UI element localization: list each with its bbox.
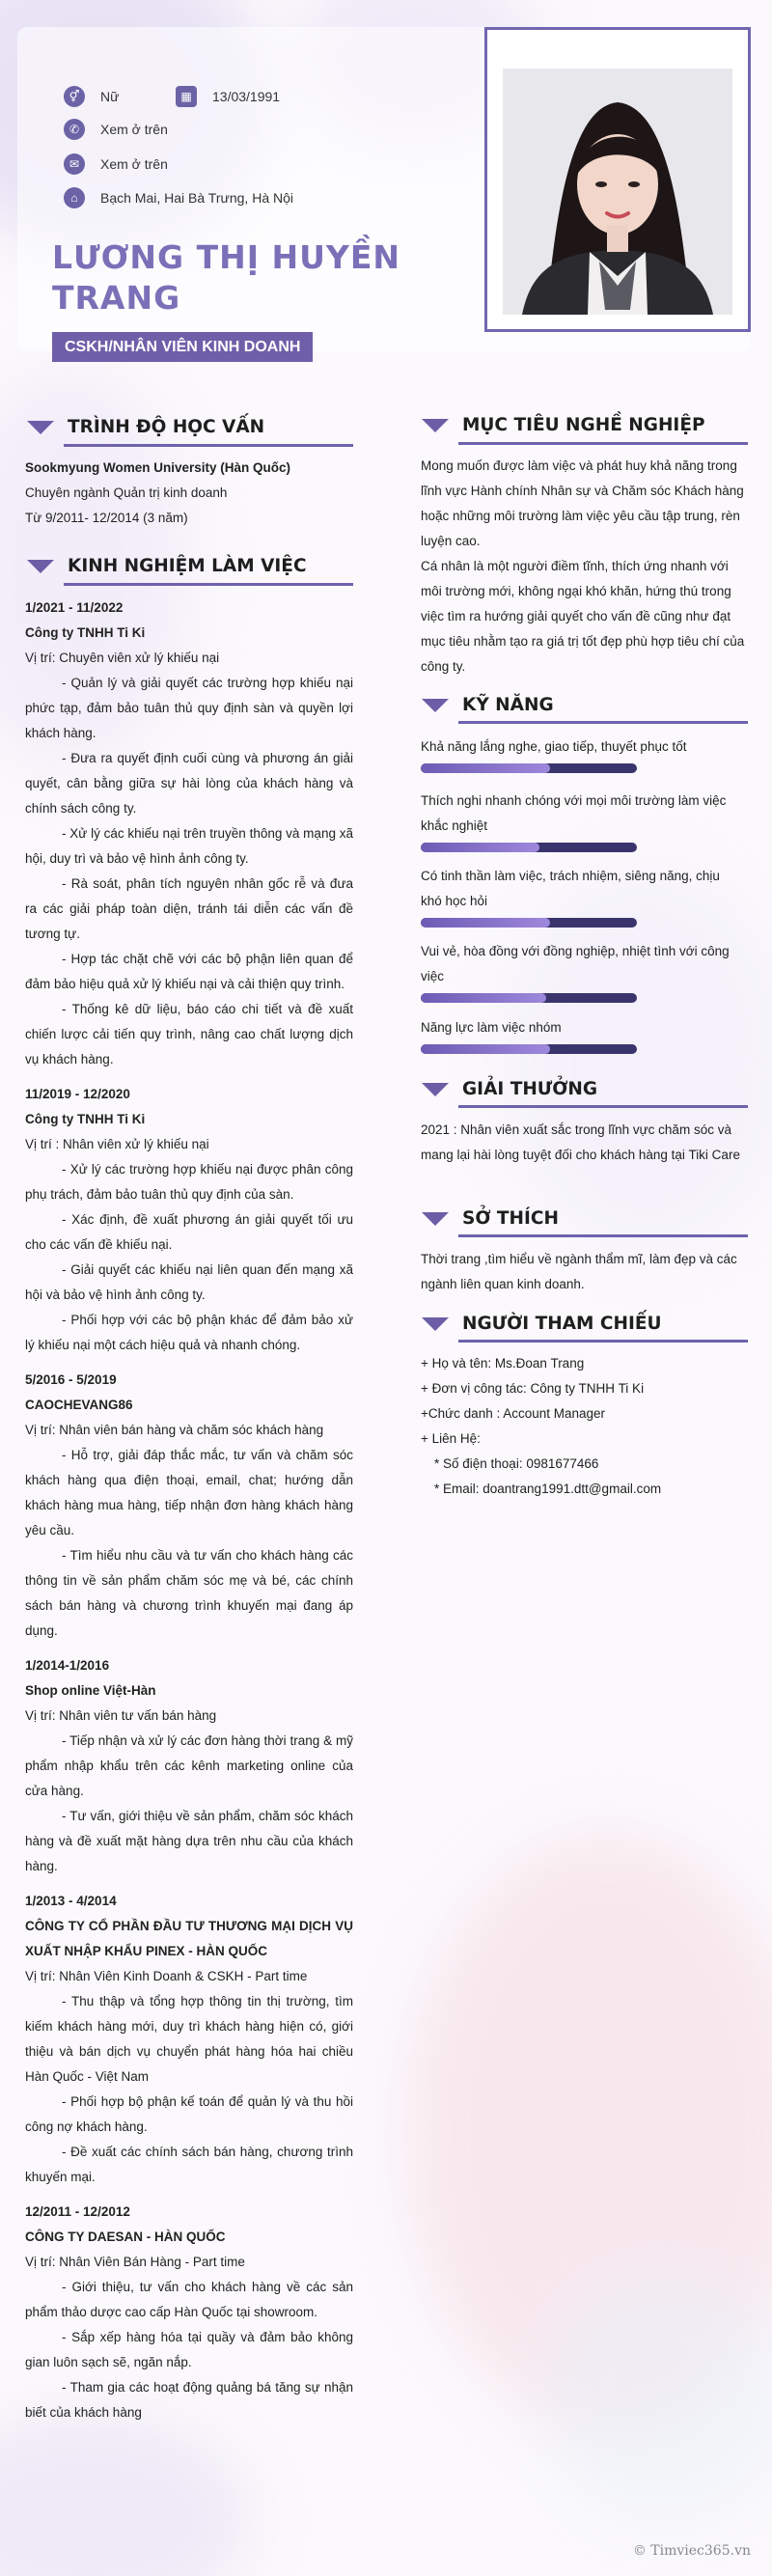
skill-level-fill: [421, 843, 539, 852]
job-duty: - Thu thập và tổng hợp thông tin thị trường, tìm kiếm khách hàng mới, duy trì khách hàng hiện có, giới thiệu và bán dịch vụ chuyển phát hàng hóa hai chiều Hàn Quốc - Việt Nam: [25, 1994, 353, 2084]
job-duty: - Đề xuất các chính sách bán hàng, chương trình khuyến mại.: [25, 2145, 353, 2184]
job-duty: - Hợp tác chặt chẽ với các bộ phận liên quan để đảm bảo hiệu quả xử lý khiếu nại và cải thiện quy trình.: [25, 952, 353, 991]
education-period: Từ 9/2011- 12/2014 (3 năm): [25, 511, 188, 525]
phone-icon: ✆: [64, 119, 85, 140]
job-entry: [25, 596, 353, 1072]
job-duty: - Xác định, đề xuất phương án giải quyết tối ưu cho các vấn đề khiếu nại.: [25, 1212, 353, 1252]
phone-text: Xem ở trên: [100, 122, 168, 137]
job-title-badge: CSKH/NHÂN VIÊN KINH DOANH: [52, 332, 313, 362]
skill-label: Vui vẻ, hòa đồng với đồng nghiệp, nhiệt tình với công việc: [421, 944, 730, 983]
gender-text: Nữ: [100, 89, 120, 104]
candidate-name: LƯƠNG THỊ HUYỀN TRANG: [52, 238, 400, 317]
awards-underline: [458, 1105, 748, 1108]
skill-label: Thích nghi nhanh chóng với mọi môi trường làm việc khắc nghiệt: [421, 793, 727, 833]
section-triangle-icon: [422, 1083, 449, 1096]
skill-level-fill: [421, 993, 546, 1003]
job-period: 1/2013 - 4/2014: [25, 1894, 117, 1908]
job-position: Vị trí : Nhân viên xử lý khiếu nại: [25, 1137, 209, 1151]
education-major: Chuyên ngành Quản trị kinh doanh: [25, 485, 228, 500]
skill-label: Có tinh thần làm việc, trách nhiệm, siêng năng, chịu khó học hỏi: [421, 869, 720, 908]
job-position: Vị trí: Nhân viên tư vấn bán hàng: [25, 1708, 217, 1723]
skills-underline: [458, 721, 748, 724]
job-company: CAOCHEVANG86: [25, 1398, 133, 1412]
reference-company: + Đơn vị công tác: Công ty TNHH Ti Ki: [421, 1381, 645, 1396]
gender-row: [64, 86, 119, 107]
awards-heading: GIẢI THƯỞNG: [422, 1079, 597, 1099]
job-duty: - Rà soát, phân tích nguyên nhân gốc rễ và đưa ra các giải pháp toàn diện, tránh tái diễn các vấn đề tương tự.: [25, 876, 353, 941]
job-entry: [25, 1082, 353, 1358]
phone-row: [64, 119, 168, 140]
section-triangle-icon: [27, 421, 54, 434]
email-text: Xem ở trên: [100, 156, 168, 172]
skills-heading: KỸ NĂNG: [422, 695, 554, 715]
job-duty: - Đưa ra quyết định cuối cùng và phương án giải quyết, cân bằng giữa sự hài lòng của khách hàng và chính sách công ty.: [25, 751, 353, 816]
job-duty: - Sắp xếp hàng hóa tại quầy và đảm bảo không gian luôn sạch sẽ, ngăn nắp.: [25, 2330, 353, 2369]
objective-heading: MỤC TIÊU NGHỀ NGHIỆP: [422, 415, 705, 435]
section-triangle-icon: [422, 419, 449, 432]
job-position: Vị trí: Chuyên viên xử lý khiếu nại: [25, 651, 220, 665]
hobbies-text: Thời trang ,tìm hiểu về ngành thẩm mĩ, làm đẹp và các ngành liên quan kinh doanh.: [421, 1252, 737, 1291]
job-period: 12/2011 - 12/2012: [25, 2204, 130, 2219]
job-company: Công ty TNHH Ti Ki: [25, 625, 146, 640]
awards-text: 2021 : Nhân viên xuất sắc trong lĩnh vực chăm sóc và mang lại hài lòng tuyệt đối cho khách hàng tại Tiki Care: [421, 1122, 740, 1162]
job-duty: - Phối hợp bộ phận kế toán để quản lý và thu hồi công nợ khách hàng.: [25, 2094, 353, 2134]
job-duty: - Tham gia các hoạt động quảng bá tăng sự nhận biết của khách hàng: [25, 2380, 353, 2420]
job-company: CÔNG TY DAESAN - HÀN QUỐC: [25, 2230, 226, 2244]
experience-heading: KINH NGHIỆM LÀM VIỆC: [27, 556, 307, 576]
job-duty: - Xử lý các khiếu nại trên truyền thông và mạng xã hội, duy trì và bảo vệ hình ảnh công ty.: [25, 826, 353, 866]
education-underline: [64, 444, 353, 447]
references-heading: NGƯỜI THAM CHIẾU: [422, 1314, 661, 1334]
email-icon: ✉: [64, 153, 85, 175]
skill-level-fill: [421, 918, 550, 928]
birthdate-row: [176, 86, 280, 107]
photo-frame: [484, 27, 751, 332]
skill-level-bar: [421, 843, 637, 852]
skill-level-bar: [421, 918, 637, 928]
skill-level-bar: [421, 993, 637, 1003]
footer-credit: © Timviec365.vn: [632, 2543, 751, 2559]
job-entry: [25, 1889, 353, 2190]
job-duty: - Hỗ trợ, giải đáp thắc mắc, tư vấn và chăm sóc khách hàng qua điện thoại, email, chat; hướng dẫn khách hàng mua hàng, tiếp nhận đơn hàng khách hàng yêu cầu.: [25, 1448, 353, 1537]
skill-level-bar: [421, 763, 637, 773]
gender-icon: ⚥: [64, 86, 85, 107]
objective-paragraph: Mong muốn được làm việc và phát huy khả năng trong lĩnh vực Hành chính Nhân sự và Chăm sóc Khách hàng hoặc những môi trường làm việc yêu cầu tập trung, rèn luyện cao.: [421, 458, 744, 548]
experience-list: [25, 596, 353, 2435]
job-duty: - Giải quyết các khiếu nại liên quan đến mạng xã hội và bảo vệ hình ảnh công ty.: [25, 1262, 353, 1302]
job-entry: [25, 2200, 353, 2425]
job-company: Công ty TNHH Ti Ki: [25, 1112, 146, 1126]
reference-title: +Chức danh : Account Manager: [421, 1406, 606, 1421]
home-icon: ⌂: [64, 187, 85, 208]
job-duty: - Phối hợp với các bộ phận khác để đảm bảo xử lý khiếu nại một cách hiệu quả và nhanh chóng.: [25, 1313, 353, 1352]
skill-label: Năng lực làm việc nhóm: [421, 1020, 562, 1035]
job-duty: - Quản lý và giải quyết các trường hợp khiếu nại phức tạp, đảm bảo tuân thủ quy định sàn và quyền lợi khách hàng.: [25, 676, 353, 740]
objective-paragraph: Cá nhân là một người điềm tĩnh, thích ứng nhanh với môi trường mới, không ngại khó khăn, hứng thú trong việc tìm ra hướng giải quyết cho vấn đề cũng như đạt mục tiêu nhằm tạo ra giá trị tốt đẹp phù hợp tiêu chí của công ty.: [421, 559, 745, 674]
birthdate-text: 13/03/1991: [212, 89, 281, 104]
job-period: 5/2016 - 5/2019: [25, 1372, 117, 1387]
skill-label: Khả năng lắng nghe, giao tiếp, thuyết phục tốt: [421, 739, 687, 754]
education-block: [25, 456, 353, 531]
address-row: [64, 187, 293, 208]
job-duty: - Tiếp nhận và xử lý các đơn hàng thời trang & mỹ phẩm nhập khẩu trên các kênh marketing online của cửa hàng.: [25, 1733, 353, 1798]
job-position: Vị trí: Nhân viên bán hàng và chăm sóc khách hàng: [25, 1423, 324, 1437]
references-underline: [458, 1340, 748, 1343]
job-period: 11/2019 - 12/2020: [25, 1087, 130, 1101]
job-duty: - Thống kê dữ liệu, báo cáo chi tiết và đề xuất chiến lược cải tiến quy trình, nâng cao chất lượng dịch vụ khách hàng.: [25, 1002, 353, 1066]
skill-level-bar: [421, 1044, 637, 1054]
hobbies-heading: SỞ THÍCH: [422, 1208, 559, 1229]
objective-block: [421, 454, 749, 679]
experience-underline: [64, 583, 353, 586]
job-duty: - Giới thiệu, tư vấn cho khách hàng về các sản phẩm thảo dược cao cấp Hàn Quốc tại showroom.: [25, 2280, 353, 2319]
education-school: Sookmyung Women University (Hàn Quốc): [25, 460, 291, 475]
job-company: CÔNG TY CỔ PHẦN ĐẦU TƯ THƯƠNG MẠI DỊCH VỤ XUẤT NHẬP KHẨU PINEX - HÀN QUỐC: [25, 1919, 353, 1958]
reference-name: + Họ và tên: Ms.Đoan Trang: [421, 1356, 585, 1371]
section-triangle-icon: [422, 1317, 449, 1331]
calendar-icon: ▦: [176, 86, 197, 107]
section-triangle-icon: [422, 1212, 449, 1226]
section-triangle-icon: [27, 560, 54, 573]
job-entry: [25, 1368, 353, 1644]
job-company: Shop online Việt-Hàn: [25, 1683, 156, 1698]
references-block: [421, 1351, 749, 1502]
email-row: [64, 153, 168, 175]
job-duty: - Tư vấn, giới thiệu về sản phẩm, chăm sóc khách hàng và đề xuất mặt hàng dựa trên nhu cầu của khách hàng.: [25, 1809, 353, 1873]
job-entry: [25, 1653, 353, 1879]
objective-underline: [458, 442, 748, 445]
reference-email: * Email: doantrang1991.dtt@gmail.com: [434, 1482, 662, 1496]
hobbies-underline: [458, 1234, 748, 1237]
reference-phone: * Số điện thoại: 0981677466: [434, 1456, 599, 1471]
profile-photo: [503, 69, 732, 315]
job-position: Vị trí: Nhân Viên Kinh Doanh & CSKH - Part time: [25, 1969, 308, 1983]
job-period: 1/2021 - 11/2022: [25, 600, 124, 615]
job-duty: - Tìm hiểu nhu cầu và tư vấn cho khách hàng các thông tin về sản phẩm chăm sóc mẹ và bé, các chính sách bán hàng và chương trình khuyến mại đang áp dụng.: [25, 1548, 353, 1638]
job-duty: - Xử lý các trường hợp khiếu nại được phân công phụ trách, đảm bảo tuân thủ quy định của sàn.: [25, 1162, 353, 1202]
job-position: Vị trí: Nhân Viên Bán Hàng - Part time: [25, 2255, 245, 2269]
address-text: Bạch Mai, Hai Bà Trưng, Hà Nội: [100, 190, 294, 206]
skill-level-fill: [421, 763, 550, 773]
job-period: 1/2014-1/2016: [25, 1658, 110, 1673]
skill-level-fill: [421, 1044, 550, 1054]
education-heading: TRÌNH ĐỘ HỌC VẤN: [27, 417, 264, 437]
reference-contact-label: + Liên Hệ:: [421, 1431, 481, 1446]
section-triangle-icon: [422, 699, 449, 712]
